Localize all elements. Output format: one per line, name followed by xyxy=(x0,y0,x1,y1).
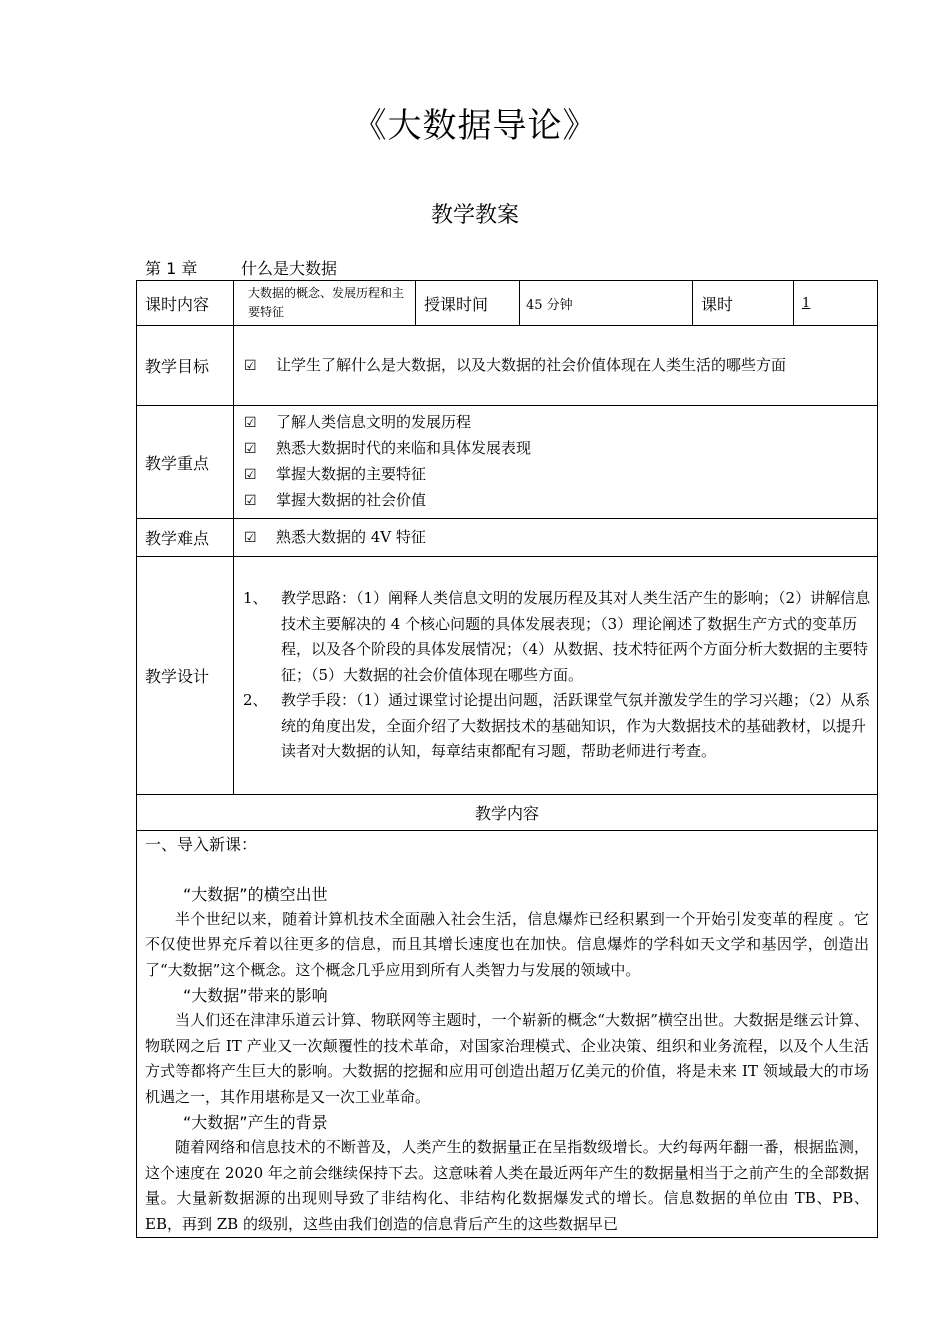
list-item: 1、 教学思路：（1）阐释人类信息文明的发展历程及其对人类生活产生的影响；（2）讲解信息技术主要解决的 4 个核心问题的具体发展表现；（3）理论阐述了数据生产方式的变革历程，以及各个阶段的具体发展情况；（4）从数据、技术特征两个方面分析大数据的主要特征；（5）大数据的社会价值体现在哪些方面。 xyxy=(243,589,871,684)
paragraph: 随着网络和信息技术的不断普及，人类产生的数据量正在呈指数级增长。大约每两年翻一番，根据监测，这个速度在 2020 年之前会继续保持下去。这意味着人类在最近两年产生的数据量相当于之前产生的全部数据量。大量新数据源的出现则导致了非结构化、非结构化数据爆发式的增长。信息数据的单位由 TB、PB、EB，再到 ZB 的级别，这些由我们创造的信息背后产生的这些数据早已 xyxy=(145,1138,869,1233)
checkbox-icon: ☑ xyxy=(244,357,257,374)
subsection-heading: “大数据”的横空出世 xyxy=(183,884,328,904)
list-item: ☑ 熟悉大数据的 4V 特征 xyxy=(244,525,869,551)
list-item: ☑ 掌握大数据的社会价值 xyxy=(244,488,869,514)
list-item: ☑ 让学生了解什么是大数据，以及大数据的社会价值体现在人类生活的哪些方面 xyxy=(244,353,869,379)
key-points-label: 教学重点 xyxy=(137,406,234,519)
checkbox-icon: ☑ xyxy=(244,467,257,483)
teaching-time-value: 45 分钟 xyxy=(520,281,693,326)
table-row-class-info xyxy=(137,281,878,326)
section-heading: 一、导入新课： xyxy=(145,835,258,854)
lesson-plan-table xyxy=(136,280,878,1238)
table-row-key-points xyxy=(137,406,878,519)
difficulties-label: 教学难点 xyxy=(137,519,234,557)
content-body xyxy=(137,831,878,1238)
document-subtitle: 教学教案 xyxy=(430,203,519,228)
chapter-title: 什么是大数据 xyxy=(241,259,338,278)
design-list xyxy=(234,557,878,795)
chapter-number: 第 1 章 xyxy=(145,259,198,278)
class-content-value: 大数据的概念、发展历程和主要特征 xyxy=(234,281,416,326)
list-item: ☑ 了解人类信息文明的发展历程 xyxy=(244,410,869,436)
key-points-list xyxy=(234,406,878,519)
content-header: 教学内容 xyxy=(137,795,878,831)
teaching-time-label: 授课时间 xyxy=(416,281,520,326)
checkbox-icon: ☑ xyxy=(244,415,257,431)
subsection-heading: “大数据”产生的背景 xyxy=(183,1113,328,1132)
checkbox-icon: ☑ xyxy=(244,529,257,546)
list-item: ☑ 熟悉大数据时代的来临和具体发展表现 xyxy=(244,436,869,462)
table-row-content xyxy=(137,831,878,1238)
subsection-heading: “大数据”带来的影响 xyxy=(183,986,328,1005)
document-title: 《大数据导论》 xyxy=(352,106,598,146)
chapter-heading xyxy=(145,256,337,279)
list-item: 2、 教学手段：（1）通过课堂讨论提出问题，活跃课堂气氛并激发学生的学习兴趣；（2）从系统的角度出发，全面介绍了大数据技术的基础知识，作为大数据技术的基础教材，以提升读者对大数据的认知，每章结束都配有习题，帮助老师进行考查。 xyxy=(243,691,871,761)
class-content-label: 课时内容 xyxy=(137,281,234,326)
checkbox-icon: ☑ xyxy=(244,441,257,457)
table-row-design xyxy=(137,557,878,795)
checkbox-icon: ☑ xyxy=(244,493,257,509)
objective-list xyxy=(234,326,878,406)
class-hours-label: 课时 xyxy=(693,281,794,326)
difficulties-list xyxy=(234,519,878,557)
objective-label: 教学目标 xyxy=(137,326,234,406)
table-row-objective xyxy=(137,326,878,406)
paragraph: 当人们还在津津乐道云计算、物联网等主题时，一个崭新的概念“大数据”横空出世。大数据是继云计算、物联网之后 IT 产业又一次颠覆性的技术革命，对国家治理模式、企业决策、组织和业务流程，以及个人生活方式等都将产生巨大的影响。大数据的挖掘和应用可创造出超万亿美元的价值，将是未来 IT 领域最大的市场机遇之一，其作用堪称是又一次工业革命。 xyxy=(145,1011,869,1106)
paragraph: 半个世纪以来，随着计算机技术全面融入社会生活，信息爆炸已经积累到一个开始引发变革的程度 。它不仅使世界充斥着以往更多的信息，而且其增长速度也在加快。信息爆炸的学科如天文学和基因学，创造出了“大数据”这个概念。这个概念几乎应用到所有人类智力与发展的领域中。 xyxy=(145,909,869,979)
design-label: 教学设计 xyxy=(137,557,234,795)
table-row-difficulties xyxy=(137,519,878,557)
table-row-content-header xyxy=(137,795,878,831)
class-hours-value: 1 xyxy=(794,281,878,326)
list-item: ☑ 掌握大数据的主要特征 xyxy=(244,462,869,488)
